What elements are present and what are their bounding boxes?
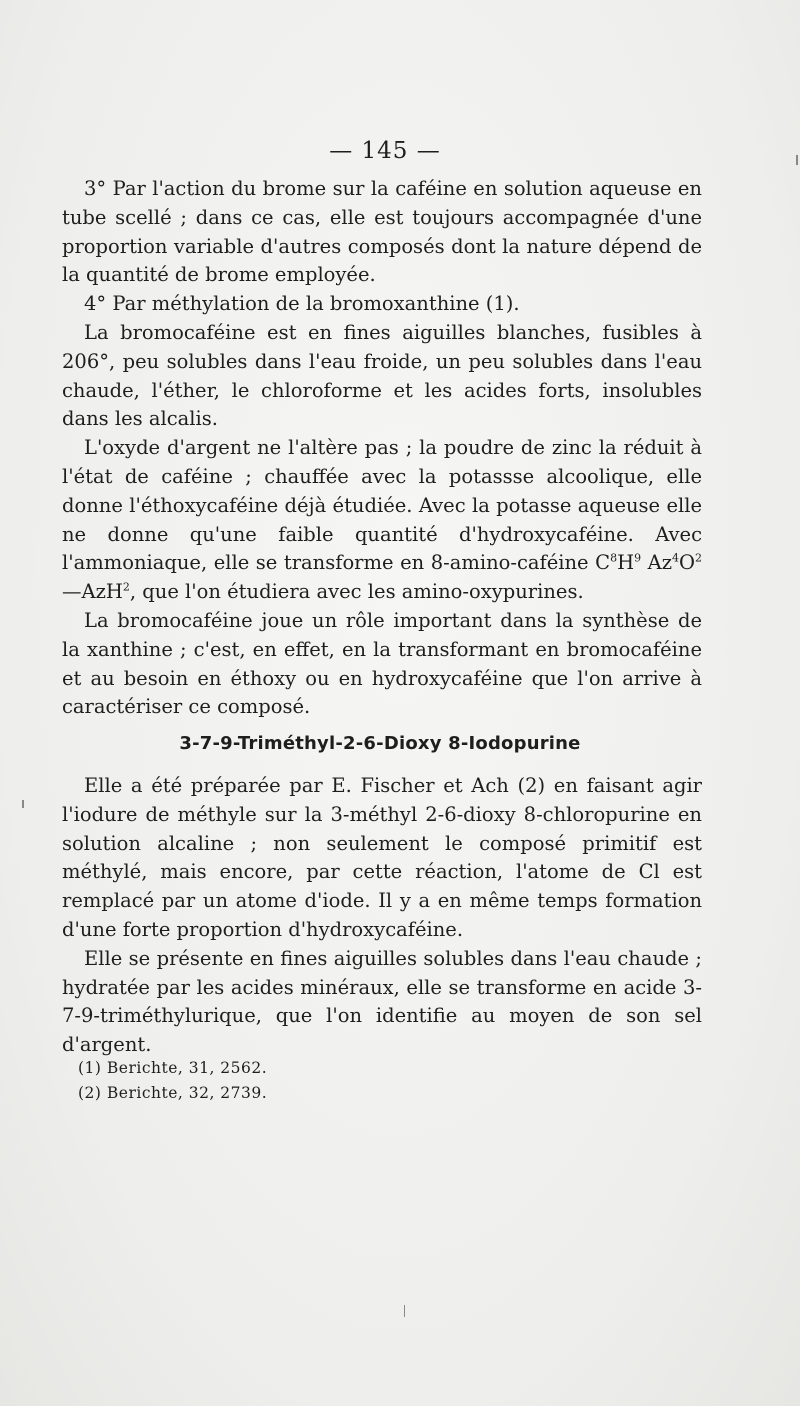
- silver-oxide-text: L'oxyde d'argent ne l'altère pas ; la poudre de zinc la réduit à l'état de caféine ; chauffée avec la potassse alcoolique, elle donne l'éthoxycaféine déjà étudiée. Avec la potasse aqueuse elle ne donne qu'une faible quantité d'hydroxycaféine. Avec l'ammoniaque, elle se transforme en 8-amino-caféine: [62, 436, 702, 575]
- section-heading: 3-7-9-Triméthyl-2-6-Dioxy 8-Iodopurine: [179, 733, 581, 754]
- scan-speck: [404, 1305, 405, 1317]
- formula-tail: , que l'on étudiera avec les amino-oxypurines.: [129, 580, 584, 604]
- body-text-top: [62, 175, 702, 722]
- scan-speck: [796, 155, 798, 165]
- paragraph-bromocaffeine-properties: La bromocaféine est en fines aiguilles blanches, fusibles à 206°, peu solubles dans l'eau froide, un peu solubles dans l'eau chaude, l'éther, le chloroforme et les acides forts, insolubles dans les alcalis.: [62, 320, 702, 431]
- body-text-bottom: [62, 772, 702, 1060]
- paragraph-silver-oxide: [62, 434, 702, 607]
- paragraph-presentation: Elle se présente en fines aiguilles solubles dans l'eau chaude ; hydratée par les acides minéraux, elle se transforme en acide 3-7-9-triméthylurique, que l'on identifie au moyen de son sel d'argent.: [62, 946, 702, 1057]
- paragraph-methylation: 4° Par méthylation de la bromoxanthine (1).: [84, 292, 520, 316]
- paragraph-preparation: Elle a été préparée par E. Fischer et Ach (2) en faisant agir l'iodure de méthyle sur la 3-méthyl 2-6-dioxy 8-chloropurine en solution alcaline ; non seulement le composé primitif est méthylé, mais encore, par cette réaction, l'atome de Cl est remplacé par un atome d'iode. Il y a en même temps formation d'une forte proportion d'hydroxycaféine.: [62, 774, 702, 941]
- footnote-1: (1) Berichte, 31, 2562.: [78, 1059, 268, 1077]
- footnote-2: (2) Berichte, 32, 2739.: [78, 1084, 268, 1102]
- scan-speck: [22, 800, 24, 808]
- paragraph-xanthine-synthesis: La bromocaféine joue un rôle important dans la synthèse de la xanthine ; c'est, en effet, en la transformant en bromocaféine et au besoin en éthoxy ou en hydroxycaféine que l'on arrive à caractériser ce composé.: [62, 608, 702, 719]
- paragraph-bromine-action: 3° Par l'action du brome sur la caféine en solution aqueuse en tube scellé ; dans ce cas, elle est toujours accompagnée d'une proportion variable d'autres composés dont la nature dépend de la quantité de brome employée.: [62, 177, 702, 287]
- page-number: — 145 —: [329, 138, 441, 164]
- footnotes: [78, 1056, 267, 1106]
- chemical-formula: $C^8H^9$ $Az^4O^2—AzH^2$: [62, 551, 702, 604]
